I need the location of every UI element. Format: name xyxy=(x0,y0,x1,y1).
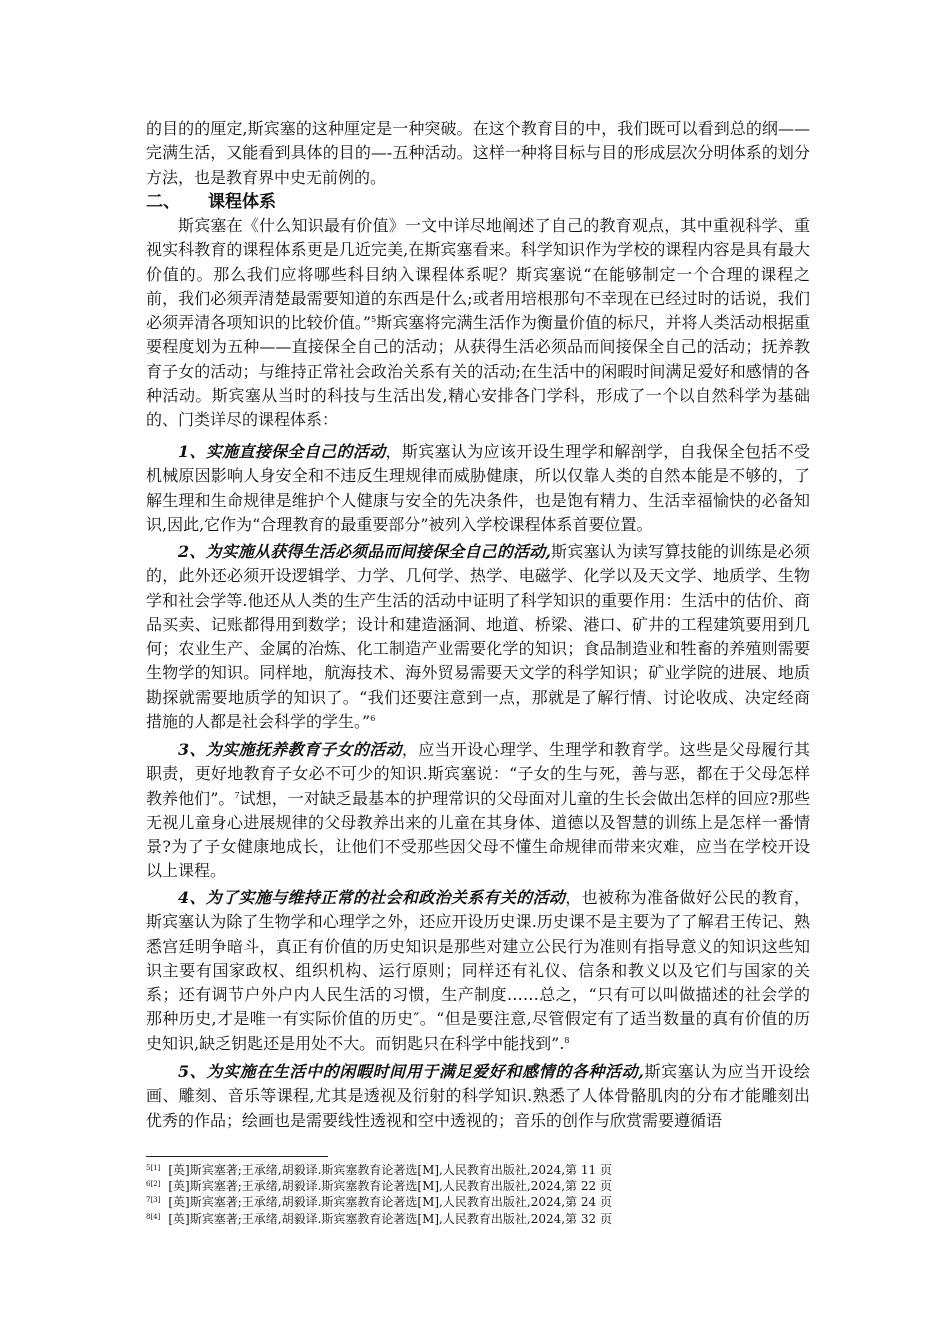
section-number: 二、 xyxy=(146,192,180,212)
item-2-lead: 2、为实施从获得生活必须品而间接保全自己的活动, xyxy=(178,542,551,561)
item-1-paragraph xyxy=(146,440,810,537)
main-text-part1: 斯宾塞在《什么知识最有价值》一文中详尽地阐述了自己的教育观点，其中重视科学、重视实科教育的课程体系更是几近完美,在斯宾塞看来。科学知识作为学校的课程内容是具有最大价值的。那么我们应将哪些科目纳入课程体系呢？斯宾塞说“在能够制定一个合理的课程之前，我们必须弄清楚最需要知道的东西是什么;或者用培根那句不幸现在已经过时的话说，我们必须弄清各项知识的比较价值。” xyxy=(146,216,810,333)
footnote-7 xyxy=(146,1194,826,1210)
item-4-lead: 4、为了实施与维持正常的社会和政治关系有关的活动 xyxy=(178,888,566,907)
footnote-ref-8: 8 xyxy=(564,1035,570,1045)
section-heading xyxy=(146,190,276,214)
footnotes xyxy=(146,1162,826,1227)
main-paragraph xyxy=(146,214,810,433)
item-5-lead: 5、为实施在生活中的闲暇时间用于满足爱好和感情的各种活动, xyxy=(178,1062,644,1081)
item-1-text: ，斯宾塞认为应该开设生理学和解剖学，自我保全包括不受机械原因影响人身安全和不违反生理规律而威胁健康，所以仅靠人类的自然本能是不够的，了解生理和生命规律是维护个人健康与安全的先决条件，也是饱有精力、生活幸福愉快的必备知识,因此,它作为“合理教育的最重要部分”被列入学校课程体系首要位置。 xyxy=(146,442,810,534)
intro-paragraph: 的目的的厘定,斯宾塞的这种厘定是一种突破。在这个教育目的中，我们既可以看到总的纲——完满生活，又能看到具体的目的—-五种活动。这样一种将目标与目的形成层次分明体系的划分方法，也是教育界中史无前例的。 xyxy=(146,119,810,187)
footnote-mark: 6[2] xyxy=(146,1180,161,1189)
item-3-text-part1: ，应当开设心理学、生理学和教育学。这些是父母履行其职责，更好地教育子女必不可少的知识.斯宾塞说：“子女的生与死，善与恶，都在于父母怎样教养他们”。 xyxy=(146,740,810,808)
footnote-5 xyxy=(146,1162,826,1178)
footnote-text: [英]斯宾塞著;王承绪,胡毅译.斯宾塞教育论著选[M],人民教育出版社,2024,第 24 页 xyxy=(168,1195,612,1210)
item-3-text-part2: 试想，一对缺乏最基本的护理常识的父母面对儿童的生长会做出怎样的回应?那些无视儿童身心进展规律的父母教养出来的儿童在其身体、道德以及智慧的训练上是怎样一番情景?为了子女健康地成长，让他们不受那些因父母不懂生命规律而带来灾难，应当在学校开设以上课程。 xyxy=(146,788,810,881)
footnote-mark: 8[4] xyxy=(146,1212,161,1221)
item-4-text: ，也被称为准备做好公民的教育，斯宾塞认为除了生物学和心理学之外，还应开设历史课.历史课不是主要为了了解君王传记、熟悉宫廷明争暗斗，真正有价值的历史知识是那些对建立公民行为准则有指导意义的知识这些知识主要有国家政权、组织机构、运行原则；同样还有礼仪、信条和教义以及它们与国家的关系；还有调节户外户内人民生活的习惯，生产制度……总之，“只有可以叫做描述的社会学的那种历史,才是唯一有实际价值的历史″。“但是要注意,尽管假定有了适当数量的真有价值的历史知识,缺乏钥匙还是用处不大。而钥匙只在科学中能找到”. xyxy=(146,888,810,1053)
footnote-ref-6: 6 xyxy=(370,714,376,724)
item-2-text: 斯宾塞认为读写算技能的训练是必须的，此外还必须开设逻辑学、力学、几何学、热学、电磁学、化学以及天文学、地质学、生物学和社会学等.他还从人类的生产生活的活动中证明了科学知识的重要作用：生活中的估价、商品买卖、记账都得用到数学；设计和建造涵洞、地道、桥梁、港口、矿井的工程建筑要用到几何；农业生产、金属的冶炼、化工制造产业需要化学的知识；食品制造业和牲畜的养殖则需要生物学的知识。同样地，航海技术、海外贸易需要天文学的科学知识；矿业学院的进展、地质勘探就需要地质学的知识了。“我们还要注意到一点，那就是了解行情、讨论收成、决定经商措施的人都是社会科学的学生。” xyxy=(146,542,810,732)
item-3-lead: 3、为实施抚养教育子女的活动 xyxy=(178,740,402,759)
footnote-text: [英]斯宾塞著;王承绪,胡毅译.斯宾塞教育论著选[M],人民教育出版社,2024,第 22 页 xyxy=(168,1179,612,1194)
item-5-paragraph xyxy=(146,1060,810,1133)
item-2-paragraph xyxy=(146,540,810,734)
item-3-paragraph xyxy=(146,738,810,884)
footnote-mark: 5[1] xyxy=(146,1164,161,1172)
footnote-ref-7: 7 xyxy=(234,790,240,800)
main-text-part2: 斯宾塞将完满生活作为衡量价值的标尺，并将人类活动根据重要程度划为五种——直接保全自己的活动；从获得生活必须品而间接保全自己的活动；抚养教育子女的活动；与维持正常社会政治关系有关的活动;在生活中的闲暇时间满足爱好和感情的各种活动。斯宾塞从当时的科技与生活出发,精心安排各门学科，形成了一个以自然科学为基础的、门类详尽的课程体系： xyxy=(146,313,810,430)
footnote-text: [英]斯宾塞著;王承绪,胡毅译.斯宾塞教育论著选[M],人民教育出版社,2024,第 11 页 xyxy=(168,1163,612,1177)
footnote-8 xyxy=(146,1211,826,1227)
footnote-text: [英]斯宾塞著;王承绪,胡毅译.斯宾塞教育论著选[M],人民教育出版社,2024,第 32 页 xyxy=(168,1211,612,1226)
section-title: 课程体系 xyxy=(208,192,276,212)
item-4-paragraph xyxy=(146,886,810,1056)
footnote-ref-5: 5 xyxy=(371,315,377,325)
item-1-lead: 1、实施直接保全自己的活动 xyxy=(178,442,386,461)
footnote-divider xyxy=(146,1156,328,1157)
item-5-text: 斯宾塞认为应当开设绘画、雕刻、音乐等课程,尤其是透视及衍射的科学知识.熟悉了人体骨骼肌肉的分布才能雕刻出优秀的作品；绘画也是需要线性透视和空中透视的；音乐的创作与欣赏需要遵循语 xyxy=(146,1062,810,1130)
footnote-6 xyxy=(146,1178,826,1194)
footnote-mark: 7[3] xyxy=(146,1196,161,1205)
